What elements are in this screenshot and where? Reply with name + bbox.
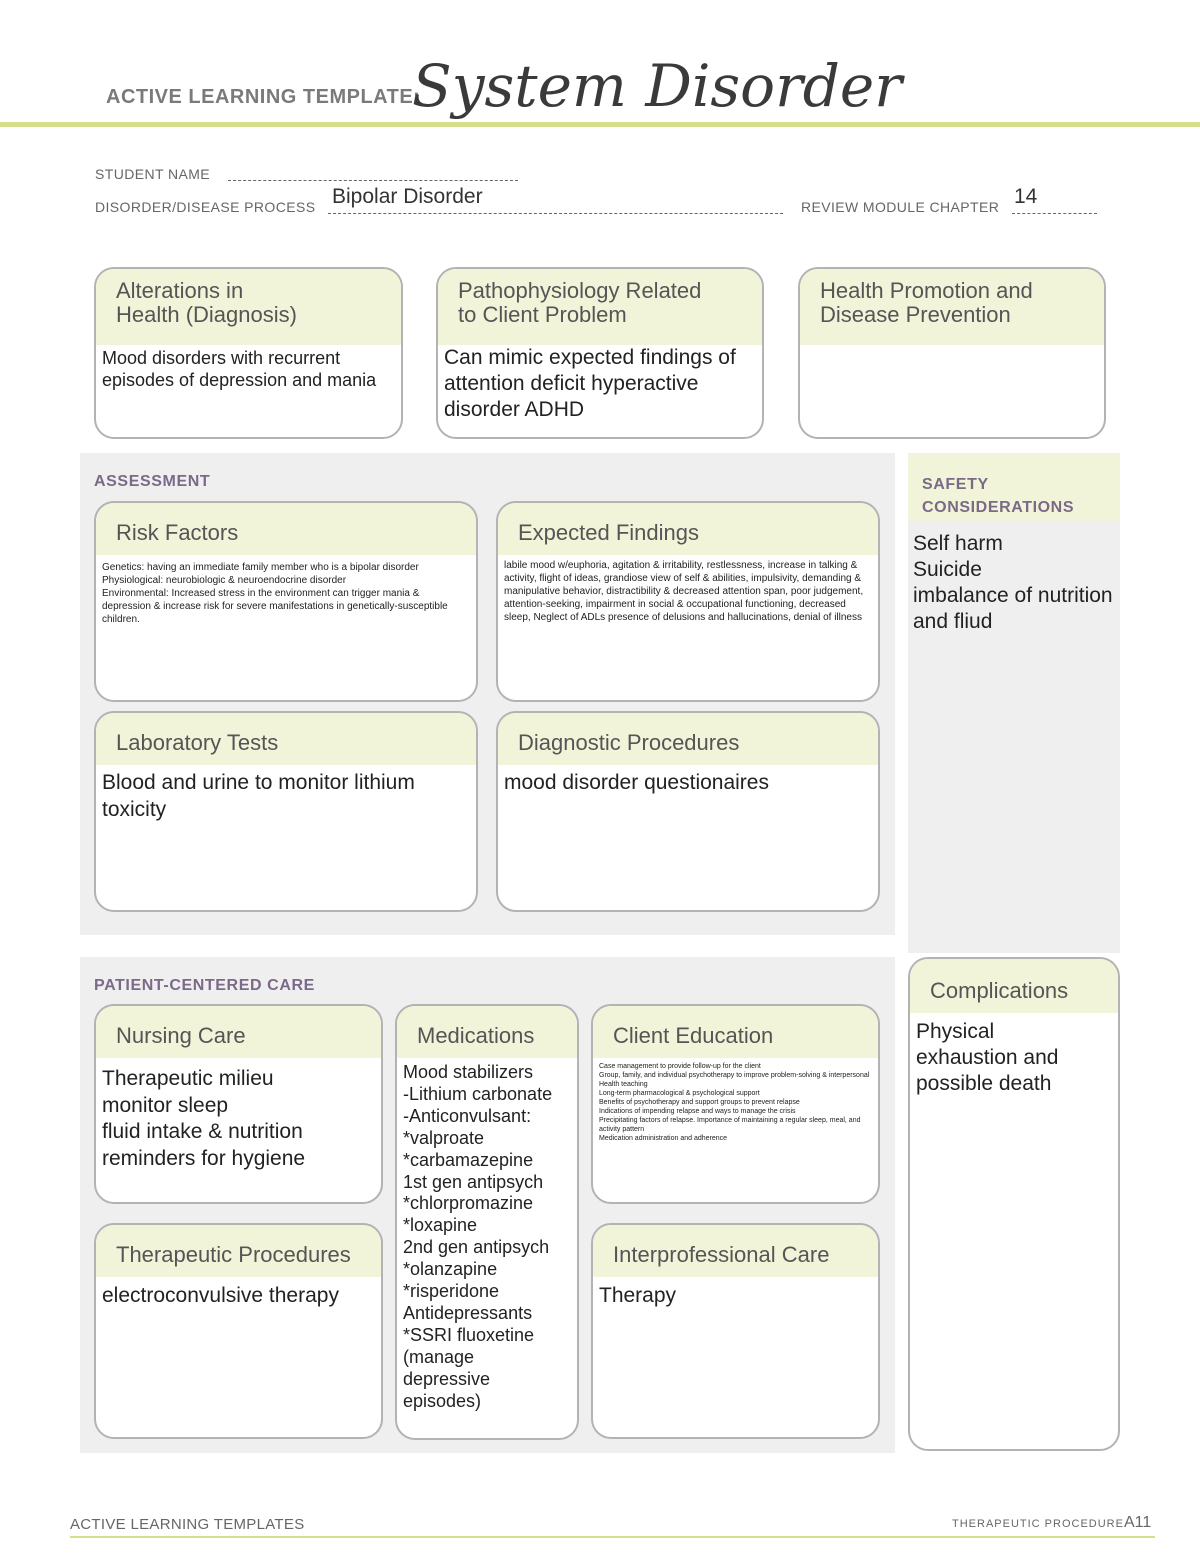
- complication-line: exhaustion and: [916, 1046, 1059, 1069]
- safety-body: [913, 531, 1113, 635]
- pathophysiology-title-line1: Pathophysiology Related: [458, 278, 702, 303]
- footer-right: THERAPEUTIC PROCEDURE: [952, 1518, 1124, 1530]
- disorder-field[interactable]: [328, 185, 783, 214]
- expected-findings-box: [496, 501, 880, 702]
- diagnostic-procedures-body: mood disorder questionaires: [504, 771, 769, 794]
- laboratory-tests-header: Laboratory Tests: [96, 713, 476, 765]
- client-education-line: Precipitating factors of relapse. Importance of maintaining a regular sleep, meal, and activity pattern: [599, 1117, 861, 1133]
- health-promotion-title-line2: Disease Prevention: [820, 302, 1011, 327]
- medication-line: Mood stabilizers: [403, 1062, 534, 1082]
- medication-line: -Lithium carbonate: [403, 1083, 553, 1104]
- medication-line: Antidepressants: [403, 1302, 533, 1323]
- client-education-line: Case management to provide follow-up for the client: [599, 1063, 761, 1070]
- risk-factors-body: [96, 555, 476, 630]
- client-education-line: Indications of impending relapse and ways to manage the crisis: [599, 1108, 796, 1115]
- medication-line: depressive: [403, 1368, 491, 1389]
- pathophysiology-body: Can mimic expected findings of attention deficit hyperactive disorder ADHD: [444, 346, 736, 421]
- medication-line: *carbamazepine: [403, 1149, 534, 1170]
- footer-left: ACTIVE LEARNING TEMPLATES: [70, 1516, 305, 1533]
- safety-line: imbalance of nutrition and fliud: [913, 584, 1113, 633]
- laboratory-tests-box: [94, 711, 478, 912]
- complication-line: Physical: [916, 1020, 995, 1043]
- health-promotion-title-line1: Health Promotion and: [820, 278, 1033, 303]
- client-education-line: Benefits of psychotherapy and support groups to prevent relapse: [599, 1099, 800, 1106]
- medication-line: *valproate: [403, 1127, 485, 1148]
- nursing-care-line: monitor sleep: [102, 1093, 229, 1117]
- safety-title-line1: SAFETY: [922, 476, 989, 493]
- expected-findings-header: Expected Findings: [498, 503, 878, 555]
- complications-body: [910, 1013, 1118, 1101]
- footer-page-number: A11: [1124, 1514, 1152, 1531]
- interprofessional-care-body: Therapy: [599, 1284, 677, 1307]
- header-divider: [0, 122, 1200, 127]
- risk-factor-line: Environmental: Increased stress in the environment can trigger mania & depression & increase risk for severe manifestations in genetically-susceptible children.: [102, 588, 448, 625]
- footer-divider: [70, 1536, 1155, 1538]
- health-promotion-header: [800, 269, 1104, 345]
- pathophysiology-title-line2: to Client Problem: [458, 302, 627, 327]
- client-education-line: Long-term pharmacological & psychological support: [599, 1090, 760, 1097]
- medications-header: Medications: [397, 1006, 577, 1058]
- medication-line: (manage: [403, 1346, 475, 1367]
- diagnostic-procedures-box: [496, 711, 880, 912]
- safety-title: [922, 473, 1074, 519]
- disorder-label: DISORDER/DISEASE PROCESS: [95, 199, 316, 215]
- medication-line: *olanzapine: [403, 1259, 498, 1280]
- risk-factors-header: Risk Factors: [96, 503, 476, 555]
- chapter-label: REVIEW MODULE CHAPTER: [801, 199, 1000, 215]
- student-name-label: STUDENT NAME: [95, 166, 210, 182]
- complications-box: [908, 957, 1120, 1451]
- student-name-field[interactable]: [228, 180, 518, 181]
- nursing-care-line: Therapeutic milieu: [102, 1067, 274, 1090]
- client-education-line: Health teaching: [599, 1081, 648, 1088]
- alterations-body: Mood disorders with recurrent episodes of depression and mania: [102, 348, 377, 390]
- client-education-box: [591, 1004, 880, 1204]
- therapeutic-procedures-box: [94, 1223, 383, 1439]
- laboratory-tests-body: Blood and urine to monitor lithium toxicity: [102, 771, 415, 821]
- pathophysiology-header: [438, 269, 762, 345]
- medications-body: [397, 1058, 577, 1417]
- client-education-line: Group, family, and individual psychotherapy to improve problem-solving & interpersonal: [599, 1072, 870, 1079]
- risk-factor-line: Physiological: neurobiologic & neuroendocrine disorder: [102, 575, 347, 586]
- client-education-line: Medication administration and adherence: [599, 1135, 728, 1142]
- medication-line: *risperidone: [403, 1281, 500, 1302]
- chapter-value: 14: [1014, 185, 1038, 208]
- medication-line: episodes): [403, 1390, 482, 1411]
- client-education-header: Client Education: [593, 1006, 878, 1058]
- nursing-care-line: reminders for hygiene: [102, 1146, 306, 1170]
- medication-line: *loxapine: [403, 1215, 478, 1236]
- safety-line: Suicide: [913, 558, 982, 581]
- health-promotion-box: [798, 267, 1106, 439]
- complication-line: possible death: [916, 1072, 1052, 1095]
- complications-header: Complications: [910, 959, 1118, 1013]
- therapeutic-procedures-header: Therapeutic Procedures: [96, 1225, 381, 1277]
- diagnostic-procedures-header: Diagnostic Procedures: [498, 713, 878, 765]
- assessment-title: ASSESSMENT: [94, 473, 211, 490]
- disorder-value: Bipolar Disorder: [332, 185, 483, 208]
- nursing-care-body: [96, 1058, 381, 1176]
- health-promotion-body: [800, 345, 1104, 353]
- medication-line: 2nd gen antipsych: [403, 1237, 550, 1258]
- medication-line: *SSRI fluoxetine: [403, 1324, 535, 1345]
- chapter-field[interactable]: [1012, 185, 1097, 214]
- alterations-title-line1: Alterations in: [116, 278, 244, 303]
- expected-findings-body: labile mood w/euphoria, agitation & irritability, restlessness, increase in talking & activity, flight of ideas, grandiose view of self & abilities, impulsivity, demanding & manipulative behavior, distractibility & decreased attention span, poor judgement, attention-seeking, impairment in social & occupational functioning, decreased sleep, Neglect of ADLs presence of delusions and hallucinations, denial of illness: [504, 560, 864, 623]
- pathophysiology-box: [436, 267, 764, 439]
- nursing-care-header: Nursing Care: [96, 1006, 381, 1058]
- therapeutic-procedures-body: electroconvulsive therapy: [102, 1284, 339, 1307]
- client-education-body: [593, 1058, 878, 1147]
- medication-line: 1st gen antipsych: [403, 1171, 544, 1192]
- patient-centered-care-title: PATIENT-CENTERED CARE: [94, 977, 315, 994]
- nursing-care-line: fluid intake & nutrition: [102, 1120, 303, 1143]
- interprofessional-care-box: [591, 1223, 880, 1439]
- risk-factor-line: Genetics: having an immediate family member who is a bipolar disorder: [102, 562, 419, 573]
- safety-panel: [908, 453, 1120, 953]
- interprofessional-care-header: Interprofessional Care: [593, 1225, 878, 1277]
- alterations-header: [96, 269, 401, 345]
- template-label: ACTIVE LEARNING TEMPLATE:: [106, 86, 421, 108]
- alterations-in-health-box: [94, 267, 403, 439]
- medications-box: [395, 1004, 579, 1440]
- nursing-care-box: [94, 1004, 383, 1204]
- safety-title-line2: CONSIDERATIONS: [922, 499, 1075, 516]
- medication-line: *chlorpromazine: [403, 1193, 534, 1214]
- page-title: System Disorder: [412, 52, 902, 120]
- medication-line: -Anticonvulsant:: [403, 1105, 532, 1126]
- risk-factors-box: [94, 501, 478, 702]
- alterations-title-line2: Health (Diagnosis): [116, 302, 297, 327]
- safety-line: Self harm: [913, 532, 1003, 555]
